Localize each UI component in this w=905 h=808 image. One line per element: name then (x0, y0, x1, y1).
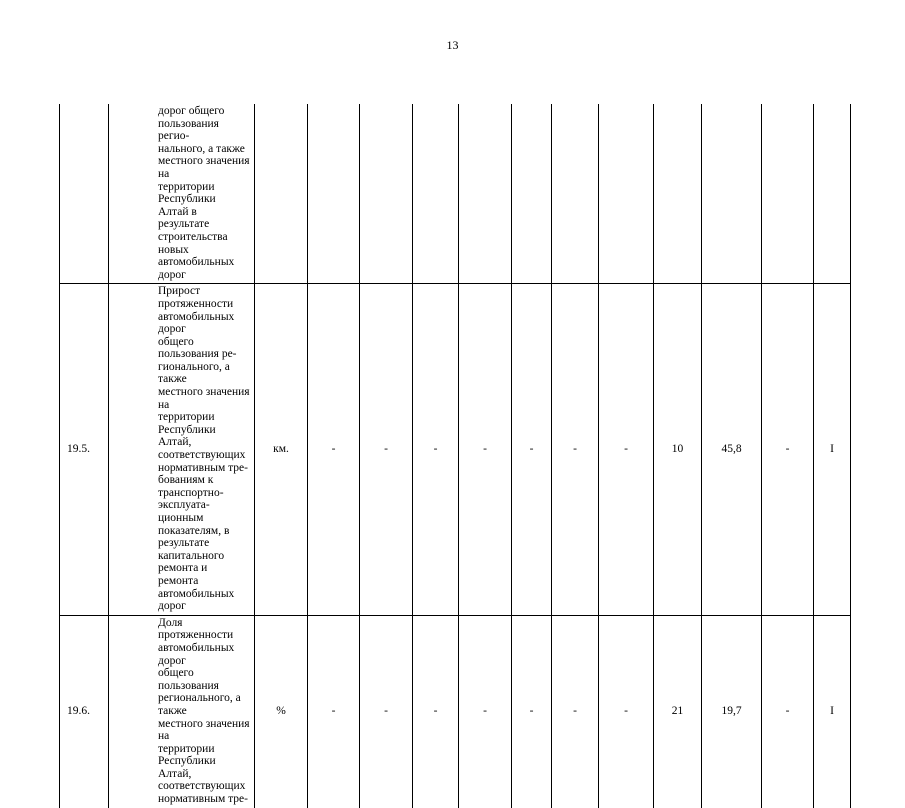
desc-line: гионального, а также (158, 360, 230, 386)
row-id: 19.5. (60, 284, 109, 615)
value-cell: - (512, 615, 552, 807)
value-cell (459, 104, 512, 284)
desc-line: местного значения на (158, 155, 250, 180)
value-cell: 45,8 (702, 284, 762, 615)
value-cell (599, 104, 654, 284)
desc-line: соответствующих (158, 449, 246, 462)
desc-line: ремонта и ремонта (158, 562, 208, 587)
value-cell (762, 104, 814, 284)
value-cell: - (459, 284, 512, 615)
desc-line: территории Республики (158, 180, 216, 206)
desc-line: транспортно-эксплуата- (158, 486, 224, 512)
row-unit: км. (255, 284, 308, 615)
desc-line: общего пользования ре- (158, 335, 237, 361)
value-cell: - (512, 284, 552, 615)
desc-line: автомобильных дорог (158, 256, 235, 281)
value-cell: 19,7 (702, 615, 762, 807)
value-cell (413, 104, 459, 284)
value-cell: I (814, 615, 851, 807)
desc-line: нормативным тре- (158, 793, 248, 806)
value-cell: - (308, 284, 360, 615)
desc-line: местного значения на (158, 717, 250, 743)
value-cell: - (459, 615, 512, 807)
desc-line: автомобильных дорог (158, 641, 235, 667)
desc-line: Алтай, (158, 767, 192, 780)
value-cell: 10 (654, 284, 702, 615)
desc-line: результате капитального (158, 537, 225, 562)
value-cell: - (552, 615, 599, 807)
table-row (60, 615, 851, 807)
indicators-table (59, 104, 851, 808)
row-description (109, 104, 255, 284)
desc-line: нального, а также (158, 142, 245, 155)
value-cell: - (552, 284, 599, 615)
desc-line: регионального, а также (158, 692, 241, 717)
value-cell: - (413, 615, 459, 807)
value-cell (308, 104, 360, 284)
desc-line: соответствующих (158, 780, 246, 793)
value-cell (702, 104, 762, 284)
row-unit: % (255, 615, 308, 807)
desc-line: нормативным тре- (158, 461, 248, 474)
desc-line: территории Республики (158, 742, 216, 768)
desc-line: дорог общего (158, 105, 225, 117)
value-cell: - (360, 615, 413, 807)
table-row (60, 284, 851, 615)
desc-line: Алтай в результате (158, 205, 210, 231)
value-cell (512, 104, 552, 284)
desc-line: Доля протяженности (158, 616, 234, 642)
desc-line: общего пользования (158, 667, 219, 692)
desc-line: автомобильных дорог (158, 587, 235, 613)
page-number: 13 (446, 38, 459, 52)
table-row (60, 104, 851, 284)
value-cell: - (599, 615, 654, 807)
value-cell: - (762, 615, 814, 807)
desc-line: автомобильных дорог (158, 310, 235, 336)
desc-line: строительства новых (158, 230, 228, 256)
row-id: 19.6. (60, 615, 109, 807)
value-cell: - (599, 284, 654, 615)
desc-line: пользования регио- (158, 117, 219, 143)
value-cell: - (308, 615, 360, 807)
value-cell: - (762, 284, 814, 615)
value-cell: 21 (654, 615, 702, 807)
row-unit (255, 104, 308, 284)
desc-line: территории Республики (158, 411, 216, 436)
desc-line: ционным показателям, в (158, 512, 230, 537)
value-cell (654, 104, 702, 284)
row-description (109, 615, 255, 807)
value-cell (552, 104, 599, 284)
value-cell (360, 104, 413, 284)
desc-line: Прирост протяженности (158, 285, 234, 310)
desc-line: бованиям к (158, 474, 214, 487)
row-description (109, 284, 255, 615)
value-cell: - (360, 284, 413, 615)
desc-line: местного значения на (158, 386, 250, 411)
row-id (60, 104, 109, 284)
value-cell: I (814, 284, 851, 615)
value-cell: - (413, 284, 459, 615)
desc-line: Алтай, (158, 436, 192, 449)
value-cell (814, 104, 851, 284)
